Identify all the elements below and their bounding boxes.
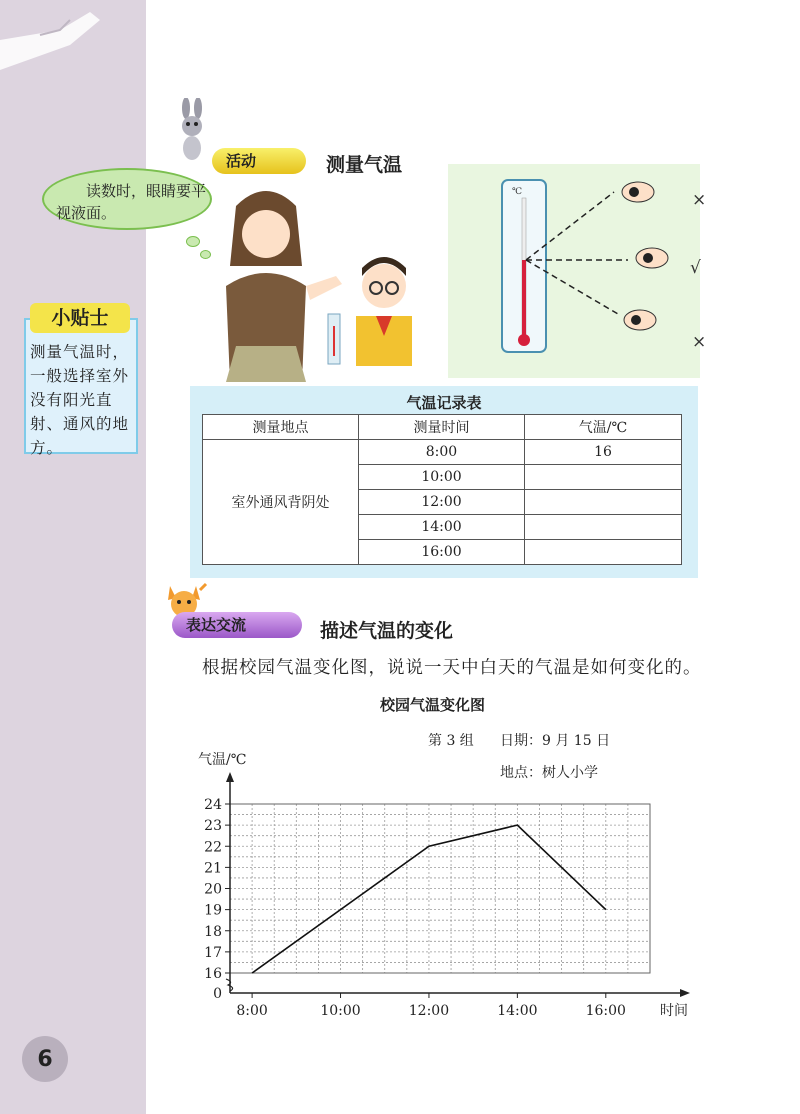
teacher-student-illustration [206, 176, 416, 382]
wrong-mark: × [692, 190, 707, 210]
location-cell: 室外通风背阴处 [203, 440, 359, 565]
x-tick-label: 10:00 [320, 1003, 361, 1019]
express-badge: 表达交流 [172, 612, 302, 638]
time-cell: 12:00 [359, 490, 525, 515]
x-axis-arrow-icon [680, 989, 690, 997]
y-tick-label: 24 [204, 797, 222, 813]
tip-title: 小贴士 [30, 303, 130, 333]
time-cell: 14:00 [359, 515, 525, 540]
bubble-dot [186, 236, 200, 247]
y-tick-label: 20 [204, 881, 222, 898]
y-tick-label: 18 [204, 923, 222, 940]
y-zero-label: 0 [213, 986, 222, 1002]
temp-cell [525, 540, 682, 565]
table-header-row [203, 415, 682, 440]
x-tick-label: 14:00 [497, 1003, 538, 1019]
page-curl-decoration [0, 0, 100, 70]
y-tick-label: 21 [204, 860, 222, 877]
y-axis-label: 气温/℃ [198, 752, 247, 768]
y-tick-label: 23 [204, 818, 222, 835]
rabbit-mascot-icon [168, 98, 218, 168]
activity-title: 测量气温 [326, 154, 403, 176]
x-tick-label: 16:00 [585, 1003, 626, 1019]
speech-bubble-text: 读数时，眼睛要平视液面。 [56, 182, 207, 222]
record-table [202, 414, 682, 565]
temp-cell [525, 515, 682, 540]
temp-cell [525, 465, 682, 490]
chart-title: 校园气温变化图 [380, 696, 486, 714]
tip-text: 测量气温时，一般选择室外没有阳光直射、通风的地方。 [30, 343, 130, 457]
chart-date-label: 日期：9 月 15 日 [500, 733, 611, 749]
x-tick-label: 8:00 [236, 1003, 268, 1019]
express-intro-text: 根据校园气温变化图，说说一天中白天的气温是如何变化的。 [202, 658, 702, 678]
x-axis-label: 时间 [660, 1003, 688, 1019]
header-time: 测量时间 [359, 415, 525, 440]
record-table-title: 气温记录表 [406, 394, 482, 412]
activity-badge: 活动 [212, 148, 306, 174]
y-tick-label: 16 [204, 966, 222, 982]
thermometer-eyes-diagram [448, 164, 700, 378]
table-row [203, 440, 682, 465]
page-number: 6 [22, 1036, 68, 1082]
y-tick-label: 22 [204, 839, 222, 856]
x-tick-label: 12:00 [408, 1003, 450, 1019]
y-axis-arrow-icon [226, 772, 234, 782]
temperature-series-line [252, 825, 606, 973]
header-location: 测量地点 [203, 415, 359, 440]
express-title: 描述气温的变化 [320, 620, 454, 642]
y-tick-label: 19 [204, 902, 222, 919]
y-tick-label: 17 [204, 944, 222, 961]
chart-place-label: 地点：树人小学 [500, 765, 598, 781]
svg-text:℃: ℃ [512, 187, 523, 197]
correct-mark: √ [690, 258, 701, 278]
temperature-line-chart [180, 740, 720, 1030]
chart-group-label: 第 3 组 [428, 733, 474, 749]
temp-cell: 16 [525, 440, 682, 465]
wrong-mark: × [692, 332, 707, 352]
header-temperature: 气温/℃ [525, 415, 682, 440]
time-cell: 10:00 [359, 465, 525, 490]
temp-cell [525, 490, 682, 515]
time-cell: 16:00 [359, 540, 525, 565]
time-cell: 8:00 [359, 440, 525, 465]
